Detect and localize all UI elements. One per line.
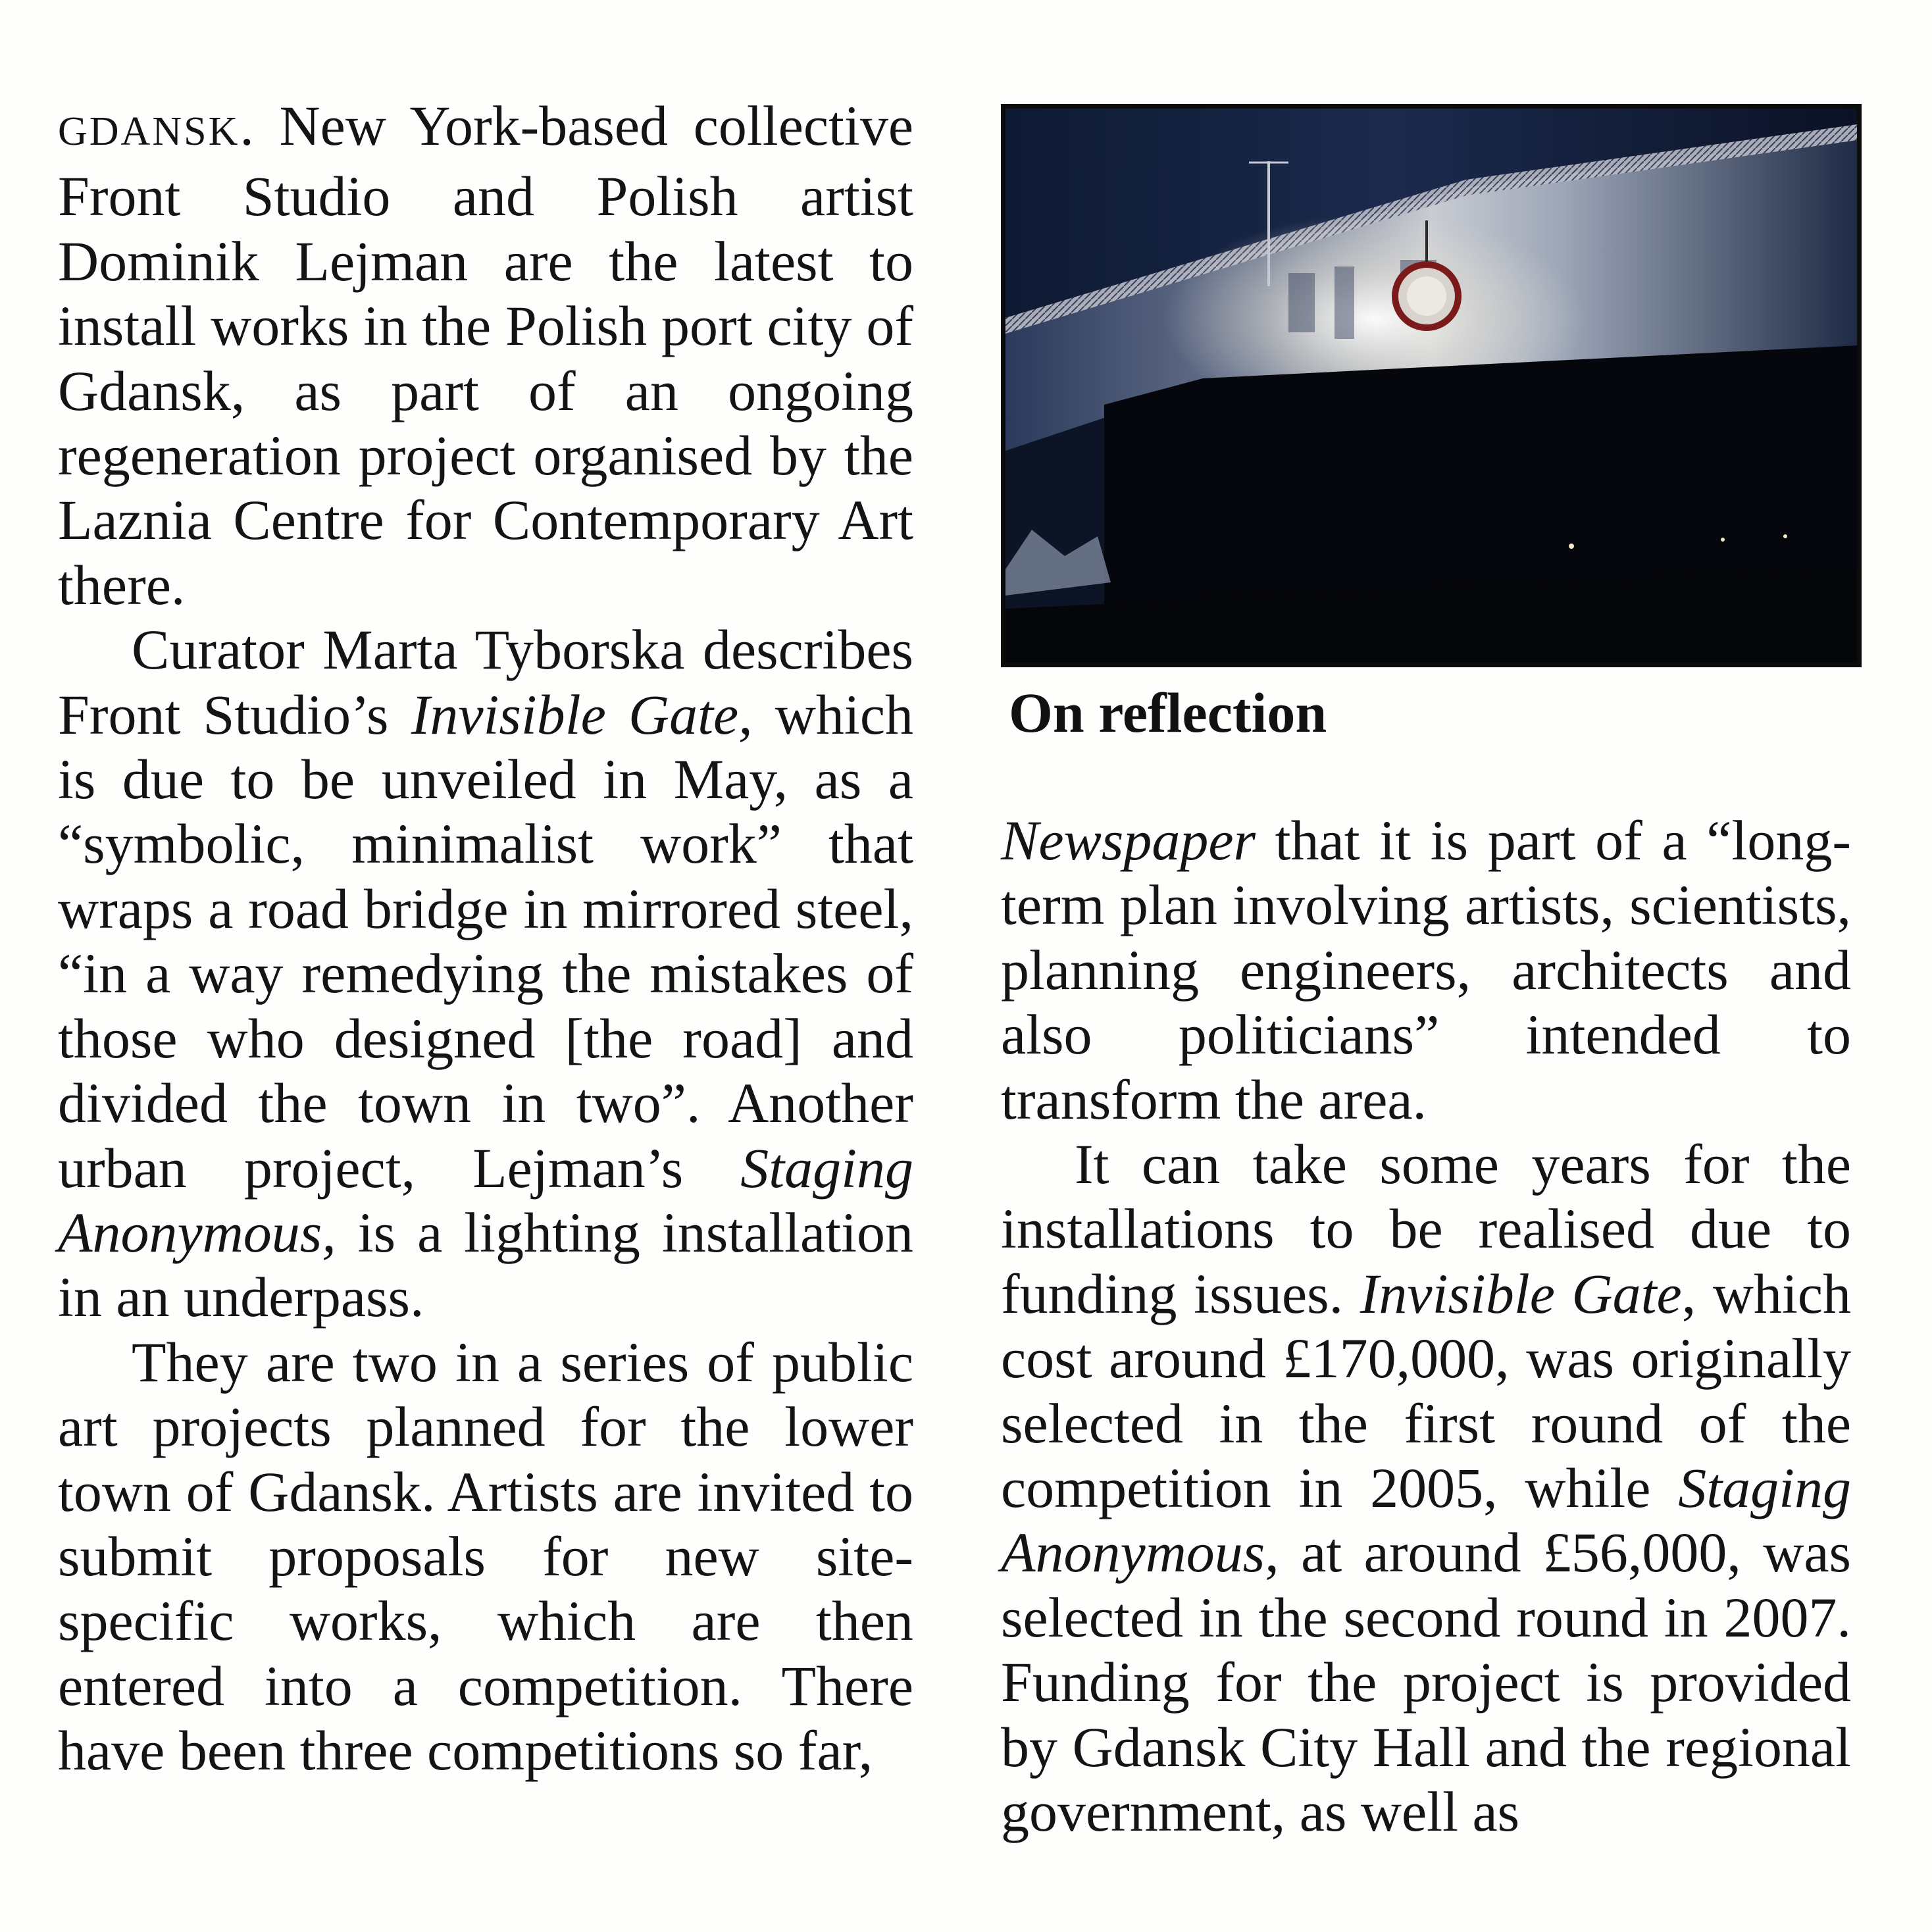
paragraph-intro <box>58 93 913 617</box>
work-title-staging-anonymous: Staging Anonymous, <box>58 1136 913 1264</box>
paragraph-funding <box>1001 1132 1851 1844</box>
work-title-invisible-gate: Invisible Gate, <box>411 682 753 746</box>
paragraph-quote <box>1001 808 1851 1132</box>
paragraph-curator-text-3: is a lighting installation in an underpass. <box>58 1200 913 1329</box>
paragraph-quote-text: that it is part of a “long-term plan involving artists, scientists, planning engineers, architects and also politicians” intended to transform the area. <box>1001 809 1851 1131</box>
paragraph-funding-text-1: It can take some years for the installations to be realised due to funding issues. <box>1001 1132 1851 1325</box>
photo-caption: On reflection <box>1009 681 1327 744</box>
paragraph-curator <box>58 617 913 1329</box>
paragraph-curator-text-2: which is due to be unveiled in May, as a “symbolic, minimalist work” that wraps a road bridge in mirrored steel, “in a way remedying the mistakes of those who designed [the road] and divided the town in two”. Another urban project, Lejman’s <box>58 682 913 1200</box>
paragraph-intro-text: . New York-based collective Front Studio and Polish artist Dominik Lejman are the latest to install works in the Polish port city of Gdansk, as part of an ongoing regeneration project organised by the Laznia Centre for Contemporary Art there. <box>58 94 913 617</box>
article-left-column <box>58 93 913 1783</box>
paragraph-funding-text-2: , which cost around £170,000, was originally selected in the first round of the competition in 2005, while <box>1001 1261 1852 1520</box>
page-bottom-edge <box>0 1921 1932 1932</box>
article-photo <box>1001 104 1862 667</box>
bridge-photo-image <box>1005 109 1857 663</box>
paragraph-curator-text-1: Curator Marta Tyborska describes Front Studio’s <box>58 618 913 746</box>
paragraph-funding-text-3: , at around £56,000, was selected in the second round in 2007. Funding for the project is provided by Gdansk City Hall and the regional government, as well as <box>1001 1521 1851 1844</box>
work-title-staging-anonymous-2: Staging Anonymous <box>1001 1456 1851 1585</box>
work-title-invisible-gate-2: Invisible Gate <box>1360 1261 1682 1325</box>
paragraph-series <box>58 1330 913 1783</box>
article-right-column <box>1001 808 1851 1844</box>
dateline: GDANSK <box>58 109 240 154</box>
publication-name: Newspaper <box>1001 809 1256 872</box>
paragraph-series-text: They are two in a series of public art projects planned for the lower town of Gdansk. Artists are invited to submit proposals for new site-specific works, which are then entered into a competition. There have been three competitions so far, <box>58 1330 913 1783</box>
